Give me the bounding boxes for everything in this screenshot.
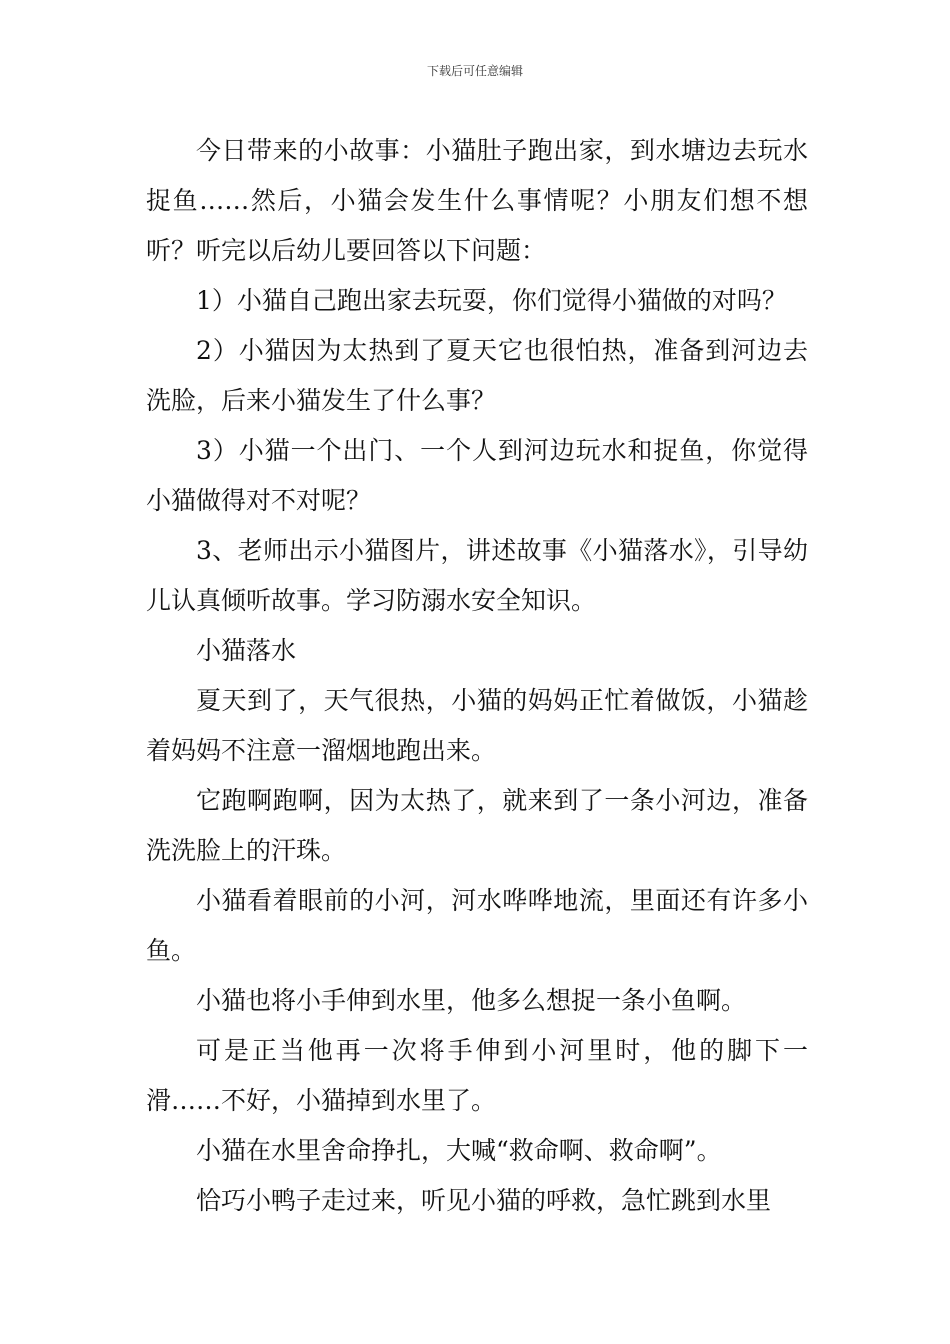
paragraph: 今日带来的小故事：小猫肚子跑出家，到水塘边去玩水捉鱼……然后，小猫会发生什么事情呢？小朋友们想不想听？听完以后幼儿要回答以下问题： bbox=[146, 136, 808, 265]
paragraph: 3）小猫一个出门、一个人到河边玩水和捉鱼，你觉得小猫做得对不对呢？ bbox=[146, 436, 808, 515]
paragraph: 3、老师出示小猫图片，讲述故事《小猫落水》，引导幼儿认真倾听故事。学习防溺水安全知识。 bbox=[146, 536, 808, 615]
story-title: 小猫落水 bbox=[196, 636, 297, 665]
paragraph: 小猫也将小手伸到水里，他多么想捉一条小鱼啊。 bbox=[196, 986, 747, 1015]
document-body bbox=[146, 126, 808, 1226]
paragraph: 1）小猫自己跑出家去玩耍，你们觉得小猫做的对吗？ bbox=[196, 286, 787, 315]
paragraph: 小猫看着眼前的小河，河水哗哗地流，里面还有许多小鱼。 bbox=[146, 886, 808, 965]
paragraph: 夏天到了，天气很热，小猫的妈妈正忙着做饭，小猫趁着妈妈不注意一溜烟地跑出来。 bbox=[146, 686, 808, 765]
paragraph: 它跑啊跑啊，因为太热了，就来到了一条小河边，准备洗洗脸上的汗珠。 bbox=[146, 786, 808, 865]
paragraph: 2）小猫因为太热到了夏天它也很怕热，准备到河边去洗脸，后来小猫发生了什么事？ bbox=[146, 336, 808, 415]
paragraph: 恰巧小鸭子走过来，听见小猫的呼救，急忙跳到水里 bbox=[196, 1186, 772, 1215]
paragraph: 小猫在水里舍命挣扎，大喊“救命啊、救命啊”。 bbox=[196, 1136, 722, 1165]
paragraph: 可是正当他再一次将手伸到小河里时，他的脚下一滑……不好，小猫掉到水里了。 bbox=[146, 1036, 808, 1115]
page-header: 下载后可任意编辑 bbox=[426, 64, 523, 78]
